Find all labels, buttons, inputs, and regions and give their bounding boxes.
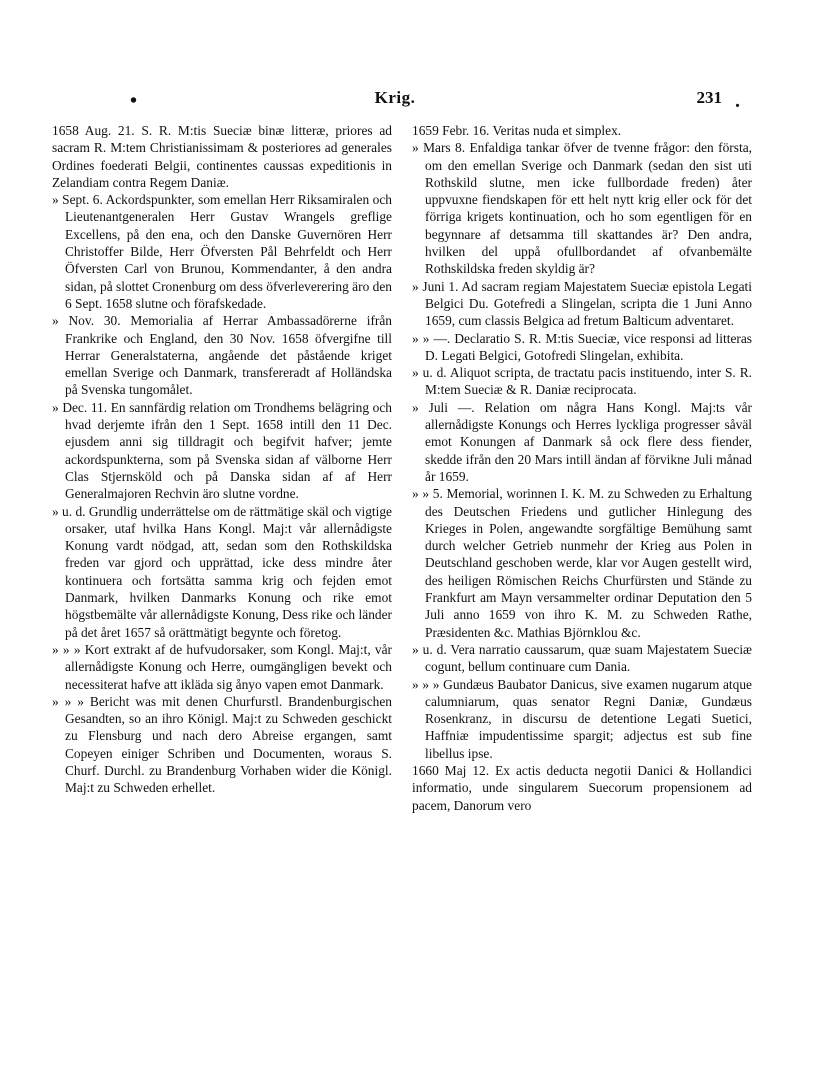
page-number: 231 — [696, 88, 722, 107]
running-title: Krig. — [374, 88, 416, 107]
entry: » » 5. Memorial, worinnen I. K. M. zu Schweden zu Erhaltung des Deutschen Friedens und gutlicher Hinlegung des Krieges in Polen, angewandte sorgfältige Bemühung samt durch welcher Getrieb nunmehr der Krieg aus Polen in Deutschland geschoben werde, klar vor Augen gestellt wird, des heiligen Römischen Reichs Churfürsten und Stände zu Frankfurt am Mayn versammelter ordinar Deputation den 5 Juli anno 1659 von ihro K. M. zu Schweden Rathe, Præsidenten &c. Mathias Björnklou &c. — [412, 486, 752, 640]
page-header — [50, 88, 740, 112]
entry: » Sept. 6. Ackordspunkter, som emellan Herr Riksamiralen och Lieutenantgeneralen Herr Gustav Wrangels greflige Excellens, på den ena, och den Danske Guvernören Herr Christoffer Bilde, Herr Öfversten Pål Behrfeldt och Herr Öfversten Carl von Brunou, Kommendanter, å den andra sidan, på slottet Cronenburg om dess öfverleverering äro den 6 Sept. 1658 slutne och förafskedade. — [52, 192, 392, 311]
entry: 1660 Maj 12. Ex actis deducta negotii Danici & Hollandici informatio, unde singularem Suecorum propensionem ad pacem, Danorum vero — [412, 762, 752, 813]
entry: » Juni 1. Ad sacram regiam Majestatem Sueciæ epistola Legati Belgici Du. Gotefredi a Slingelan, scripta die 1 Juni Anno 1659, cum classis Belgica ad fretum Balticum adventaret. — [412, 278, 752, 329]
entry: 1659 Febr. 16. Veritas nuda et simplex. — [412, 123, 622, 138]
entry: » » » Kort extrakt af de hufvudorsaker, som Kongl. Maj:t, vår allernådigste Konung och Herre, oumgängligen bevekt och necessiterat hafve att ikläda sig ånyo vapen emot Danmark. — [52, 641, 392, 692]
header-mark-left: • — [130, 90, 138, 112]
entry: » » —. Declaratio S. R. M:tis Sueciæ, vice responsi ad litteras D. Legati Belgici, Gotofredi Slingelan, exhibita. — [412, 330, 752, 363]
entry: » Juli —. Relation om några Hans Kongl. Maj:ts vår allernådigste Konungs och Herres lyckliga progresser såväl emot Konungen af Danmark så ock flere dess fiender, skedde ifrån den 20 Mars intill ändan af förvikne Juli månad år 1659. — [412, 399, 752, 484]
entry: 1658 Aug. 21. S. R. M:tis Sueciæ binæ litteræ, priores ad sacram R. M:tem Christianissimam & posteriores ad generales Ordines foederati Belgii, continentes caussas expeditionis in Zelandiam contra Regem Daniæ. — [52, 123, 392, 190]
entry: » » » Gundæus Baubator Danicus, sive examen nugarum atque calumniarum, quas senator Regni Daniæ, Gundæus Rosenkranz, in discursu de detentione Legati Suetici, Haffniæ impudentissime spargit; adjectus est sub fine libellus ipse. — [412, 676, 752, 761]
entry: » Dec. 11. En sannfärdig relation om Trondhems belägring och hvad derjemte ifrån den 1 Sept. 1658 intill den 11 Dec. ejusdem anni sig tilldragit och begifvit hafver; jemte ackordspunkterna, som på Svenska sidan af välborne Herr Clas Stjernsköld och på Danska sidan af af Herr Generalmajoren Rechvin äro slutne vordne. — [52, 399, 392, 502]
entry: » Mars 8. Enfaldiga tankar öfver de tvenne frågor: den första, om den emellan Sverige och Danmark (sedan den sist uti Rothskild slutne, men icke fullbordade freden) åter uppvuxne fiendskapen för ett helt nytt krig eller ock för det förriga krigets kontinuation, och ho som egentligen för en begynnare af detsamma till skattandes är? Den andra, hvilken del uppå ofullbordandet af ofvanbemälte Rothskildska freden skyldig är? — [412, 140, 752, 277]
entry: » u. d. Grundlig underrättelse om de rättmätige skäl och vigtige orsaker, utaf hvilka Hans Kongl. Maj:t vår allernådigste Konung vardt nödgad, att, sedan som den Rothskildska freden var gjord och upprättad, icke dess mindre åter kontinuera och fortsätta samma krig och fejden emot Danmark, hvilken Danmarks Konung och rike emot högstbemälte vår allernådigste Konung, Dess rike och länder på det året 1657 så orättmätigt begynte och företog. — [52, 503, 392, 640]
entry: » » » Bericht was mit denen Churfurstl. Brandenburgischen Gesandten, so an ihro Königl. Maj:t zu Schweden geschickt zu Flensburg und nach dero Abreise ergangen, samt Copeyen einiger Schriben und Documenten, woraus S. Churf. Durchl. zu Brandenburg Vorhaben wider die Königl. Maj:t zu Schweden erhellet. — [52, 693, 392, 796]
entry: » u. d. Aliquot scripta, de tractatu pacis instituendo, inter S. R. M:tem Sueciæ & R. Daniæ reciprocata. — [412, 365, 752, 398]
left-column — [52, 122, 392, 797]
entry: » Nov. 30. Memorialia af Herrar Ambassadörerne ifrån Frankrike och England, den 30 Nov. 1658 öfvergifne till Herrar Generalstaterna, angående det påstående kriget emellan Sverige och Danmark, transfereradt af Holländska på Svenska tungomålet. — [52, 313, 392, 398]
header-mark-right: . — [735, 90, 740, 112]
right-column — [412, 122, 752, 814]
entry: » u. d. Vera narratio caussarum, quæ suam Majestatem Sueciæ cogunt, bellum continuare cum Dania. — [412, 641, 752, 675]
